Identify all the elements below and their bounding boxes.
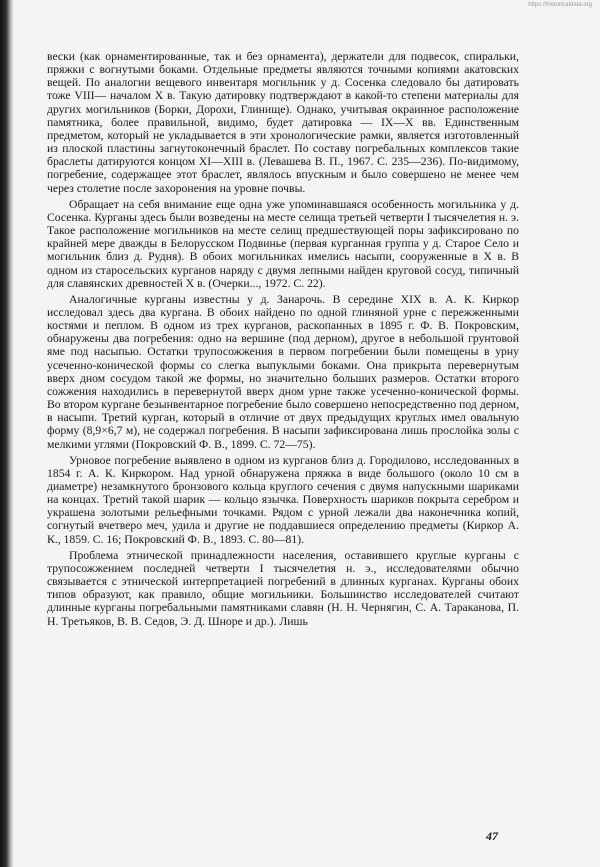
document-page xyxy=(47,50,519,631)
paragraph-1: вески (как орнаментированные, так и без орнамента), держатели для подвесок, спиральки, пряжки с вогнутыми боками. Отдельные предметы являются точными копиями акатовских вещей. По аналогии вещевого инвентаря могильник у д. Сосенка следовало бы датировать тоже VIII— началом X в. Такую датировку подтверждают в какой-то степени материалы для других могильников (Борки, Дорохи, Глинище). Однако, учитывая окраинное расположение памятника, более правильной, видимо, будет датировка — IX—X вв. Единственным предметом, который не укладывается в эти хронологические рамки, является изготовленный из плоской пластины загнутоконечный браслет. По составу погребальных комплексов такие браслеты датируются концом XI—XIII в. (Левашева В. П., 1967. С. 235—236). По-видимому, погребение, содержащее этот браслет, являлось впускным и было совершено не менее чем через столетие после захоронения на уровне почвы. xyxy=(47,50,519,195)
paragraph-3: Аналогичные курганы известны у д. Занарочь. В середине XIX в. А. К. Киркор исследовал здесь два кургана. В обоих найдено по одной глиняной урне с пережженными костями и пеплом. В одном из трех курганов, раскопанных в 1895 г. Ф. В. Покровским, обнаружены два погребения: одно на вершине (под дерном), другое в небольшой грунтовой яме под насыпью. Остатки трупосожжения в первом погребении были помещены в урну усеченно-конической формы со слегка выпуклыми боками. Она прикрыта перевернутым вверх дном сосудом такой же формы, но значительно больших размеров. Остатки второго сожжения находились в перевернутой вверх дном урне также усеченно-конической формы. Во втором кургане безынвентарное погребение было совершено непосредственно под дерном, в насыпи. Третий курган, который в отличие от двух предыдущих круглых имел овальную форму (8,9×6,7 м), не содержал погребения. В насыпи зафиксирована лишь прослойка золы с мелкими углями (Покровский Ф. В., 1899. С. 72—75). xyxy=(47,292,519,451)
paragraph-4: Урновое погребение выявлено в одном из курганов близ д. Городилово, исследованных в 1854 г. А. К. Киркором. Над урной обнаружена пряжка в виде большого (около 10 см в диаметре) незамкнутого бронзового кольца круглого сечения с двумя напускными шариками на концах. Третий такой шарик — кольцо язычка. Поверхность шариков покрыта серебром и украшена золотыми рельефными точками. Рядом с урной лежали два наконечника копий, согнутый вчетверо меч, удила и другие не поддавшиеся определению предметы (Киркор А. К., 1859. С. 16; Покровский Ф. В., 1893. С. 80—81). xyxy=(47,453,519,546)
page-edge-shadow xyxy=(0,0,14,867)
page-number: 47 xyxy=(486,829,498,843)
paragraph-5: Проблема этнической принадлежности населения, оставившего круглые курганы с трупосожжением последней четверти I тысячелетия н. э., исследователями обычно связывается с этнической интерпретацией погребений в длинных курганах. Курганы обоих типов образуют, как правило, общие могильники. Большинство исследователей считают длинные курганы погребальными памятниками славян (Н. Н. Чернягин, С. А. Тараканова, П. Н. Третьяков, В. В. Седов, Э. Д. Шноре и др.). Лишь xyxy=(47,548,519,628)
watermark-url: https://historicaldata.org xyxy=(528,2,592,8)
paragraph-2: Обращает на себя внимание еще одна уже упоминавшаяся особенность могильника у д. Сосенка. Курганы здесь были возведены на месте селища третьей четверти I тысячелетия н. э. Такое расположение могильников на месте селищ предшествующей поры зафиксировано по крайней мере дважды в Белорусском Подвинье (первая курганная группа у д. Старое Село и могильник близ д. Рудня). В обоих могильниках имелись насыпи, сооруженные в X в. В одном из старосельских курганов наряду с двумя лепными найден круговой сосуд, типичный для славянских древностей X в. (Очерки..., 1972. С. 22). xyxy=(47,197,519,290)
